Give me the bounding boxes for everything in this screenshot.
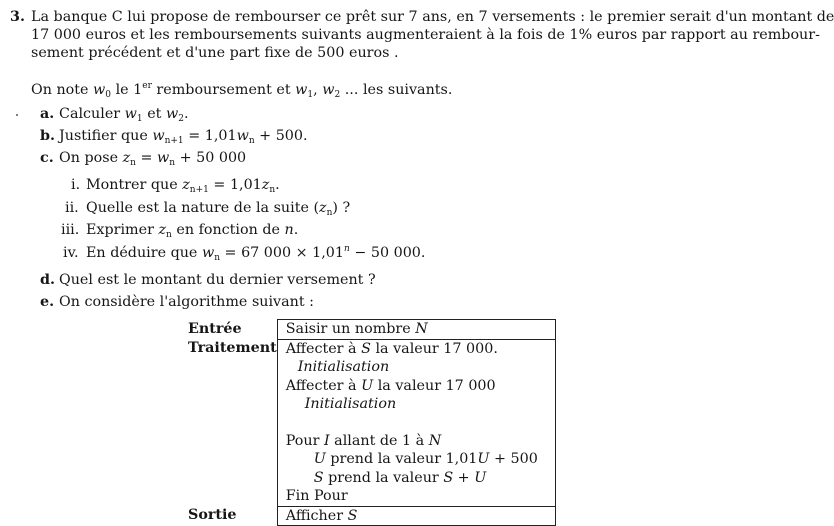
question-c-iv: En déduire que $w_n = 67$ $000 \times 1,01^n - 50$ 000. — [86, 244, 426, 263]
loop-line: Pour I allant de 1 à N — [285, 432, 442, 449]
exercise-number: 3. — [10, 9, 25, 25]
algorithm-table — [188, 319, 556, 526]
question-a-label: a. — [40, 106, 55, 122]
question-b-label: b. — [40, 128, 55, 144]
notation-line: On note $w_0$ le 1er remboursement et $w_1$, $w_2$ ... les suivants. — [31, 81, 453, 100]
init-s-line: Affecter à S la valeur 17 000. Initialisation — [285, 340, 498, 375]
traitement-label: Traitement — [188, 340, 277, 356]
algorithm-sortie-row — [188, 506, 555, 526]
s-update-line: S prend la valeur S + U — [313, 469, 487, 486]
question-d: Quel est le montant du dernier versement ? — [59, 272, 376, 288]
question-e-label: e. — [40, 294, 55, 310]
end-loop-line: Fin Pour — [285, 488, 348, 504]
intro-line-2: 17 000 euros et les remboursements suivants augmenteraient à la fois de 1% euros par rapport au rembour- — [31, 27, 820, 43]
scan-dot — [16, 114, 18, 116]
question-c-iii: Exprimer $z_n$ en fonction de n. — [86, 222, 299, 240]
sortie-cell: Afficher S — [277, 506, 555, 526]
question-c-i-label: i. — [71, 177, 81, 193]
question-c-i: Montrer que $z_{n+1} = 1,01z_n$. — [86, 177, 280, 195]
entree-cell: Saisir un nombre N — [277, 320, 555, 340]
u-update-line: U prend la valeur 1,01U + 500 — [313, 451, 538, 467]
sortie-label: Sortie — [188, 507, 237, 523]
traitement-cell — [277, 339, 555, 506]
intro-line-3: sement précédent et d'une part fixe de 500 euros . — [31, 45, 399, 61]
question-c-iv-label: iv. — [63, 245, 79, 261]
question-c-ii-label: ii. — [65, 200, 79, 216]
init-u-line: Affecter à U la valeur 17 000 Initialisation — [285, 377, 496, 412]
question-c-iii-label: iii. — [61, 222, 80, 238]
algorithm-traitement-row — [188, 339, 555, 506]
entree-label: Entrée — [188, 320, 242, 337]
question-c-label: c. — [40, 150, 54, 166]
question-e: On considère l'algorithme suivant : — [59, 294, 314, 310]
question-a: Calculer $w_1$ et $w_2$. — [59, 106, 189, 124]
intro-line-1: La banque C lui propose de rembourser ce prêt sur 7 ans, en 7 versements : le premier serait d'un montant de — [31, 9, 834, 25]
algorithm-entree-row — [188, 320, 555, 340]
question-c: On pose $z_n = w_n + 50$ 000 — [59, 150, 247, 168]
question-b: Justifier que $w_{n+1} = 1,01w_n + 500$. — [59, 128, 308, 146]
question-d-label: d. — [40, 272, 55, 288]
question-c-ii: Quelle est la nature de la suite $(z_n)$ ? — [86, 200, 351, 218]
